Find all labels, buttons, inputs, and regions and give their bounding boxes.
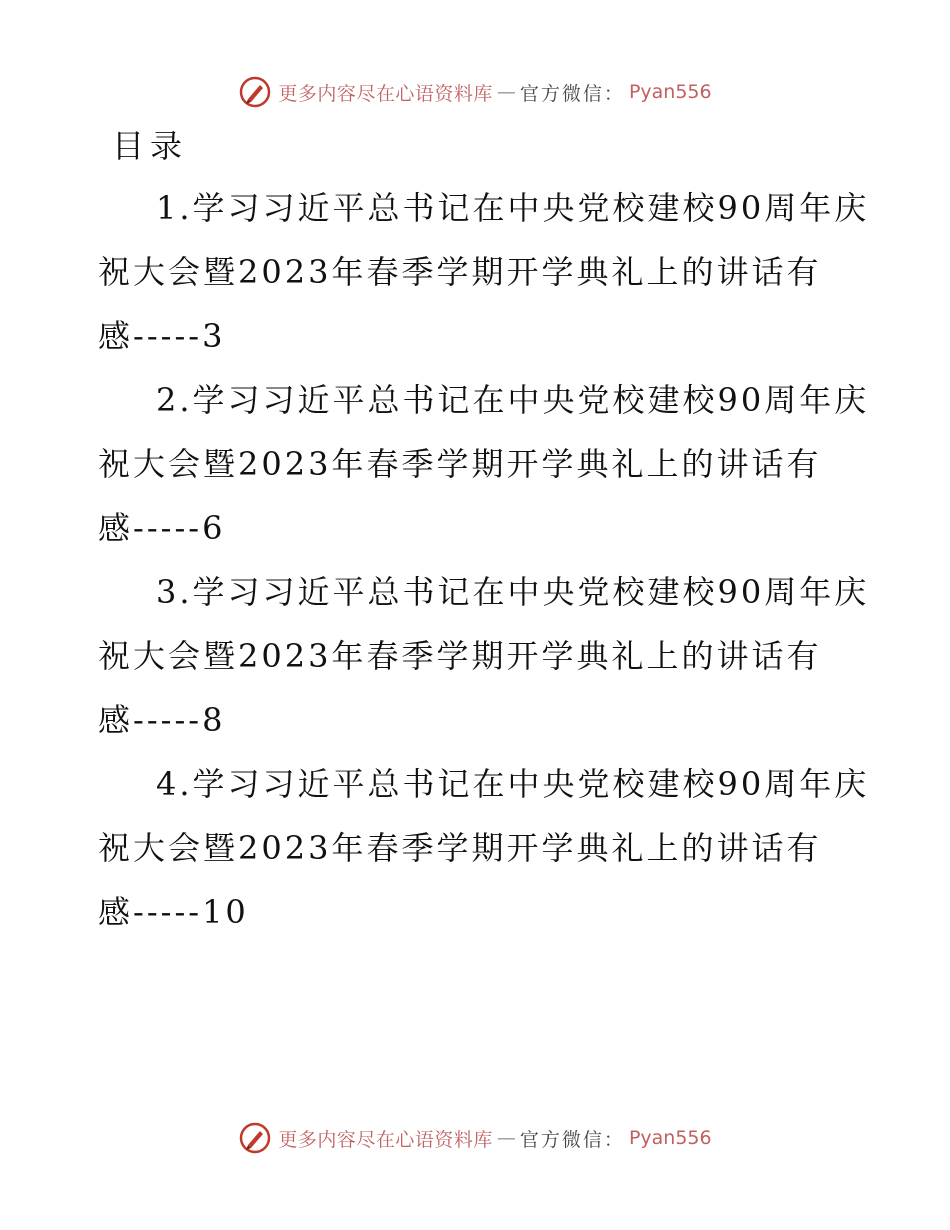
toc-entry-line: 祝大会暨2023年春季学期开学典礼上的讲话有 bbox=[98, 829, 822, 867]
toc-entry-line: 祝大会暨2023年春季学期开学典礼上的讲话有 bbox=[98, 445, 822, 483]
toc-entry-line: 感-----8 bbox=[98, 701, 226, 739]
toc-entry-line: 1.学习习近平总书记在中央党校建校90周年庆 bbox=[156, 189, 870, 227]
banner-separator: — bbox=[496, 81, 516, 103]
toc-entry-line: 3.学习习近平总书记在中央党校建校90周年庆 bbox=[156, 573, 870, 611]
toc-entry-line: 感-----10 bbox=[98, 893, 249, 931]
toc-entry-2 bbox=[98, 368, 868, 558]
banner-wechat-id: Pyan556 bbox=[628, 1127, 712, 1149]
toc-entry-4 bbox=[98, 752, 868, 942]
banner-label: 官方微信： bbox=[519, 1128, 625, 1151]
toc-entry-line: 4.学习习近平总书记在中央党校建校90周年庆 bbox=[156, 765, 870, 803]
toc-list bbox=[98, 176, 868, 944]
toc-entry-line: 祝大会暨2023年春季学期开学典礼上的讲话有 bbox=[98, 637, 822, 675]
banner-label: 官方微信： bbox=[519, 82, 625, 105]
footer-banner bbox=[0, 1118, 950, 1158]
toc-entry-1 bbox=[98, 176, 868, 366]
toc-title: 目录 bbox=[112, 127, 189, 165]
pen-logo-icon bbox=[238, 1121, 272, 1155]
toc-entry-3 bbox=[98, 560, 868, 750]
toc-entry-line: 感-----6 bbox=[98, 509, 226, 547]
banner-text: 更多内容尽在心语资料库 bbox=[278, 82, 493, 105]
banner-separator: — bbox=[496, 1127, 516, 1149]
toc-entry-line: 2.学习习近平总书记在中央党校建校90周年庆 bbox=[156, 381, 870, 419]
banner-wechat-id: Pyan556 bbox=[628, 81, 712, 103]
banner-text: 更多内容尽在心语资料库 bbox=[278, 1128, 493, 1151]
toc-entry-line: 祝大会暨2023年春季学期开学典礼上的讲话有 bbox=[98, 253, 822, 291]
header-banner bbox=[0, 72, 950, 112]
pen-logo-icon bbox=[238, 75, 272, 109]
header-banner-content bbox=[238, 75, 711, 109]
footer-banner-content bbox=[238, 1121, 711, 1155]
toc-entry-line: 感-----3 bbox=[98, 317, 226, 355]
